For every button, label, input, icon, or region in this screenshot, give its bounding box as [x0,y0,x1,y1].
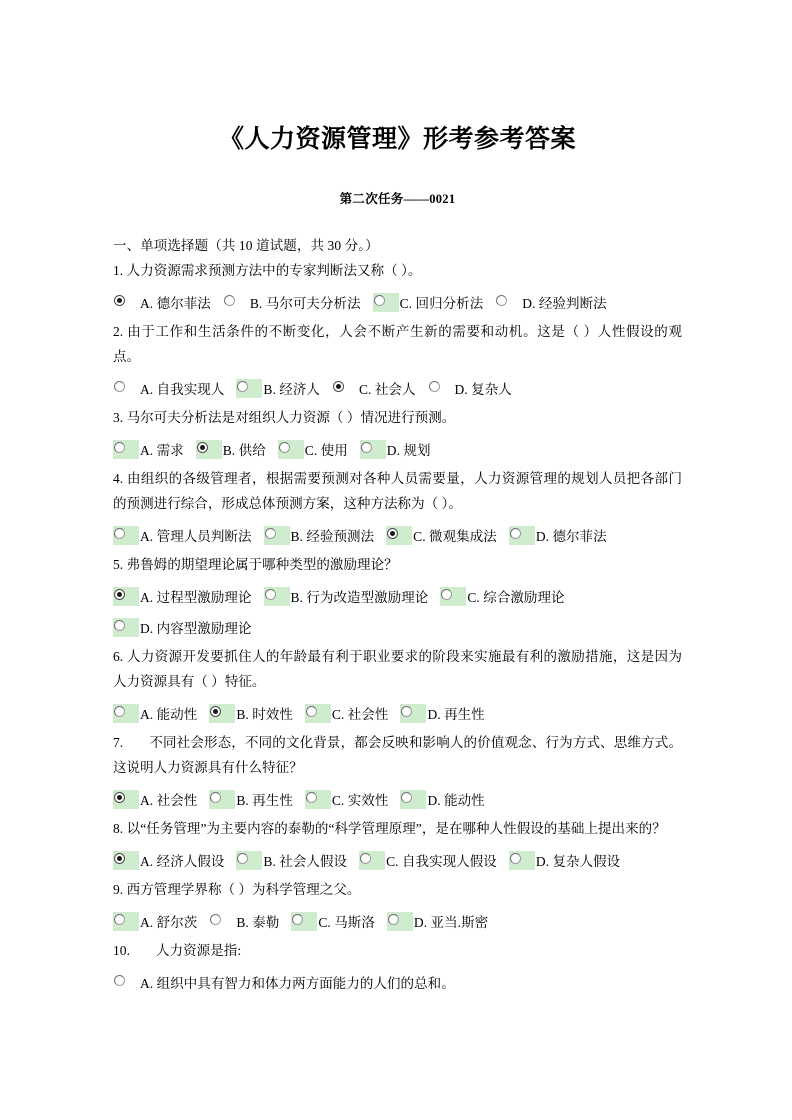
option-label: A. 经济人假设 [140,854,225,869]
question-text [113,552,682,577]
radio-button[interactable] [113,379,139,398]
question-text [113,877,682,902]
radio-button-highlighted[interactable] [236,851,262,870]
radio-button-highlighted[interactable] [387,912,413,931]
option-label: D. 复杂人 [454,382,512,397]
radio-button-highlighted[interactable] [113,912,139,931]
radio-button-highlighted[interactable] [291,912,317,931]
question-text [113,644,682,694]
question-number: 8. [113,821,124,836]
radio-button[interactable] [495,293,521,312]
option-label: B. 供给 [222,443,266,458]
radio-button-highlighted[interactable] [400,704,426,723]
option-b[interactable] [209,785,293,816]
radio-selected-icon [333,381,344,392]
radio-unselected-icon [306,792,317,803]
question-number: 10. [113,943,131,958]
section-heading: 一、单项选择题（共 10 道试题，共 30 分。） [113,238,379,253]
option-label: C. 马斯洛 [318,915,375,930]
radio-unselected-icon [114,914,125,925]
question-body: 马尔可夫分析法是对组织人力资源（ ）情况进行预测。 [126,410,456,425]
option-label: C. 回归分析法 [399,296,484,311]
radio-button-highlighted[interactable] [209,790,235,809]
option-label: A. 管理人员判断法 [140,529,252,544]
question-item [113,877,682,938]
radio-unselected-icon [361,442,372,453]
option-d[interactable] [428,374,512,405]
option-b[interactable] [264,521,375,552]
option-label: C. 综合激励理论 [467,590,565,605]
option-d[interactable] [495,288,606,319]
option-c[interactable] [440,582,564,613]
radio-unselected-icon [210,914,221,925]
option-group [113,694,682,730]
option-label: B. 马尔可夫分析法 [249,296,361,311]
question-body: 弗鲁姆的期望理论属于哪种类型的激励理论？ [126,557,398,572]
option-label: B. 社会人假设 [263,854,348,869]
radio-unselected-icon [279,442,290,453]
question-body: 人力资源开发要抓住人的年龄最有利于职业要求的阶段来实施最有利的激励措施，这是因为人力资源具有（ ）特征。 [113,649,682,689]
question-body: 人力资源是指: [156,943,242,958]
option-b[interactable] [264,582,429,613]
radio-button-highlighted[interactable] [278,440,304,459]
document-subtitle: 第二次任务——0021 [339,192,456,206]
option-a[interactable] [113,785,197,816]
radio-unselected-icon [292,914,303,925]
question-text [113,466,682,516]
question-number: 3. [113,410,124,425]
question-item [113,258,682,319]
radio-selected-icon [114,589,125,600]
option-label: B. 经济人 [263,382,320,397]
option-label: C. 微观集成法 [413,529,497,544]
option-a[interactable] [113,435,184,466]
radio-button[interactable] [428,379,454,398]
radio-unselected-icon [114,381,125,392]
question-body: 由于工作和生活条件的不断变化，人会不断产生新的需要和动机。这是（ ）人性假设的观点。 [113,324,682,364]
question-text [113,258,682,283]
radio-unselected-icon [114,706,125,717]
radio-button[interactable] [209,912,235,931]
radio-button-highlighted[interactable] [113,851,139,870]
radio-button-highlighted[interactable] [113,618,139,637]
radio-button-highlighted[interactable] [360,440,386,459]
radio-button-highlighted[interactable] [305,704,331,723]
radio-button-highlighted[interactable] [113,440,139,459]
radio-unselected-icon [114,975,125,986]
question-item [113,730,682,816]
option-b[interactable] [236,846,347,877]
radio-button-highlighted[interactable] [113,704,139,723]
radio-unselected-icon [510,528,521,539]
question-item [113,644,682,730]
radio-unselected-icon [388,914,399,925]
option-label: D. 能动性 [427,793,485,808]
radio-button-highlighted[interactable] [440,587,466,606]
option-c[interactable] [305,699,389,730]
question-item [113,405,682,466]
question-text [113,816,682,841]
radio-unselected-icon [114,442,125,453]
radio-unselected-icon [360,853,371,864]
radio-button-highlighted[interactable] [305,790,331,809]
question-item [113,466,682,552]
option-group [113,577,682,644]
option-label: D. 再生性 [427,707,485,722]
radio-button-highlighted[interactable] [386,526,412,545]
radio-unselected-icon [114,528,125,539]
question-number: 6. [113,649,124,664]
radio-unselected-icon [306,706,317,717]
radio-button-highlighted[interactable] [209,704,235,723]
question-text [113,319,682,369]
option-label: D. 复杂人假设 [535,854,621,869]
option-a[interactable] [113,374,224,405]
option-c[interactable] [359,846,497,877]
question-number: 9. [113,882,124,897]
radio-unselected-icon [429,381,440,392]
radio-button-highlighted[interactable] [236,379,262,398]
option-a[interactable] [113,968,455,999]
option-label: A. 能动性 [140,707,198,722]
option-d[interactable] [400,785,484,816]
option-a[interactable] [113,521,252,552]
option-group [113,963,682,999]
radio-unselected-icon [510,853,521,864]
radio-button[interactable] [332,379,358,398]
radio-button[interactable] [223,293,249,312]
question-number: 1. [113,263,124,278]
option-d[interactable] [113,613,252,644]
question-text [113,730,682,780]
option-d[interactable] [509,846,620,877]
option-c[interactable] [278,435,348,466]
question-number: 7. [113,735,124,750]
radio-unselected-icon [237,381,248,392]
option-label: A. 德尔菲法 [140,296,211,311]
question-text [113,405,682,430]
option-d[interactable] [360,435,431,466]
radio-unselected-icon [374,295,385,306]
radio-button-highlighted[interactable] [113,790,139,809]
option-d[interactable] [509,521,607,552]
option-c[interactable] [305,785,389,816]
option-d[interactable] [387,907,488,938]
radio-button[interactable] [113,293,139,312]
radio-unselected-icon [114,620,125,631]
radio-button-highlighted[interactable] [264,587,290,606]
option-b[interactable] [209,699,293,730]
option-label: C. 社会性 [331,707,389,722]
option-label: A. 自我实现人 [140,382,225,397]
radio-selected-icon [197,442,208,453]
question-body: 人力资源需求预测方法中的专家判断法又称（ ）。 [126,263,422,278]
option-group [113,780,682,816]
question-body: 以“任务管理”为主要内容的泰勒的“科学管理原理”，是在哪种人性假设的基础上提出来的？ [126,821,666,836]
option-a[interactable] [113,288,211,319]
radio-unselected-icon [224,295,235,306]
radio-button-highlighted[interactable] [196,440,222,459]
option-b[interactable] [236,374,320,405]
option-group [113,369,682,405]
option-label: B. 行为改造型激励理论 [290,590,429,605]
radio-unselected-icon [237,853,248,864]
radio-unselected-icon [265,589,276,600]
question-item [113,938,682,999]
option-label: D. 经验判断法 [522,296,607,311]
option-a[interactable] [113,699,197,730]
radio-unselected-icon [401,792,412,803]
radio-unselected-icon [401,706,412,717]
option-b[interactable] [196,435,266,466]
option-label: C. 使用 [304,443,348,458]
option-label: C. 自我实现人假设 [386,854,497,869]
page-title: 《人力资源管理》形考参考答案 [218,126,576,153]
option-label: D. 亚当.斯密 [413,915,489,930]
question-body: 西方管理学界称（ ）为科学管理之父。 [126,882,361,897]
question-text [113,938,682,963]
radio-unselected-icon [210,792,221,803]
option-label: B. 经验预测法 [290,529,375,544]
radio-unselected-icon [441,589,452,600]
option-a[interactable] [113,582,252,613]
option-label: A. 社会性 [140,793,198,808]
radio-selected-icon [114,792,125,803]
option-c[interactable] [332,374,416,405]
radio-button-highlighted[interactable] [113,587,139,606]
radio-selected-icon [114,853,125,864]
question-item [113,816,682,877]
option-label: A. 舒尔茨 [140,915,198,930]
radio-button-highlighted[interactable] [113,526,139,545]
option-b[interactable] [223,288,361,319]
option-label: B. 再生性 [236,793,293,808]
radio-button-highlighted[interactable] [509,851,535,870]
radio-button-highlighted[interactable] [264,526,290,545]
option-label: D. 规划 [386,443,431,458]
radio-selected-icon [114,295,125,306]
option-d[interactable] [400,699,484,730]
radio-selected-icon [210,706,221,717]
option-group [113,283,682,319]
question-item [113,319,682,405]
option-label: B. 时效性 [236,707,293,722]
radio-button-highlighted[interactable] [400,790,426,809]
option-b[interactable] [209,907,279,938]
radio-selected-icon [387,528,398,539]
question-body: 不同社会形态，不同的文化背景，都会反映和影响人的价值观念、行为方式、思维方式。这说明人力资源具有什么特征？ [113,735,682,775]
option-label: C. 社会人 [358,382,416,397]
question-body: 由组织的各级管理者，根据需要预测对各种人员需要量，人力资源管理的规划人员把各部门的预测进行综合，形成总体预测方案，这种方法称为（ ）。 [113,471,682,511]
option-label: B. 泰勒 [236,915,280,930]
option-label: D. 内容型激励理论 [140,621,252,636]
question-number: 2. [113,324,124,339]
radio-button-highlighted[interactable] [359,851,385,870]
radio-unselected-icon [265,528,276,539]
option-group [113,516,682,552]
radio-button[interactable] [113,973,139,992]
question-number: 4. [113,471,124,486]
option-c[interactable] [291,907,375,938]
option-label: A. 过程型激励理论 [140,590,252,605]
option-a[interactable] [113,846,224,877]
option-label: C. 实效性 [331,793,389,808]
option-label: D. 德尔菲法 [535,529,607,544]
option-group [113,841,682,877]
option-a[interactable] [113,907,197,938]
question-list [113,258,682,999]
radio-button-highlighted[interactable] [509,526,535,545]
question-item [113,552,682,644]
question-number: 5. [113,557,124,572]
option-label: A. 组织中具有智力和体力两方面能力的人们的总和。 [140,976,455,991]
option-group [113,430,682,466]
option-label: A. 需求 [140,443,184,458]
option-c[interactable] [373,288,484,319]
option-c[interactable] [386,521,497,552]
option-group [113,902,682,938]
radio-unselected-icon [496,295,507,306]
radio-button-highlighted[interactable] [373,293,399,312]
